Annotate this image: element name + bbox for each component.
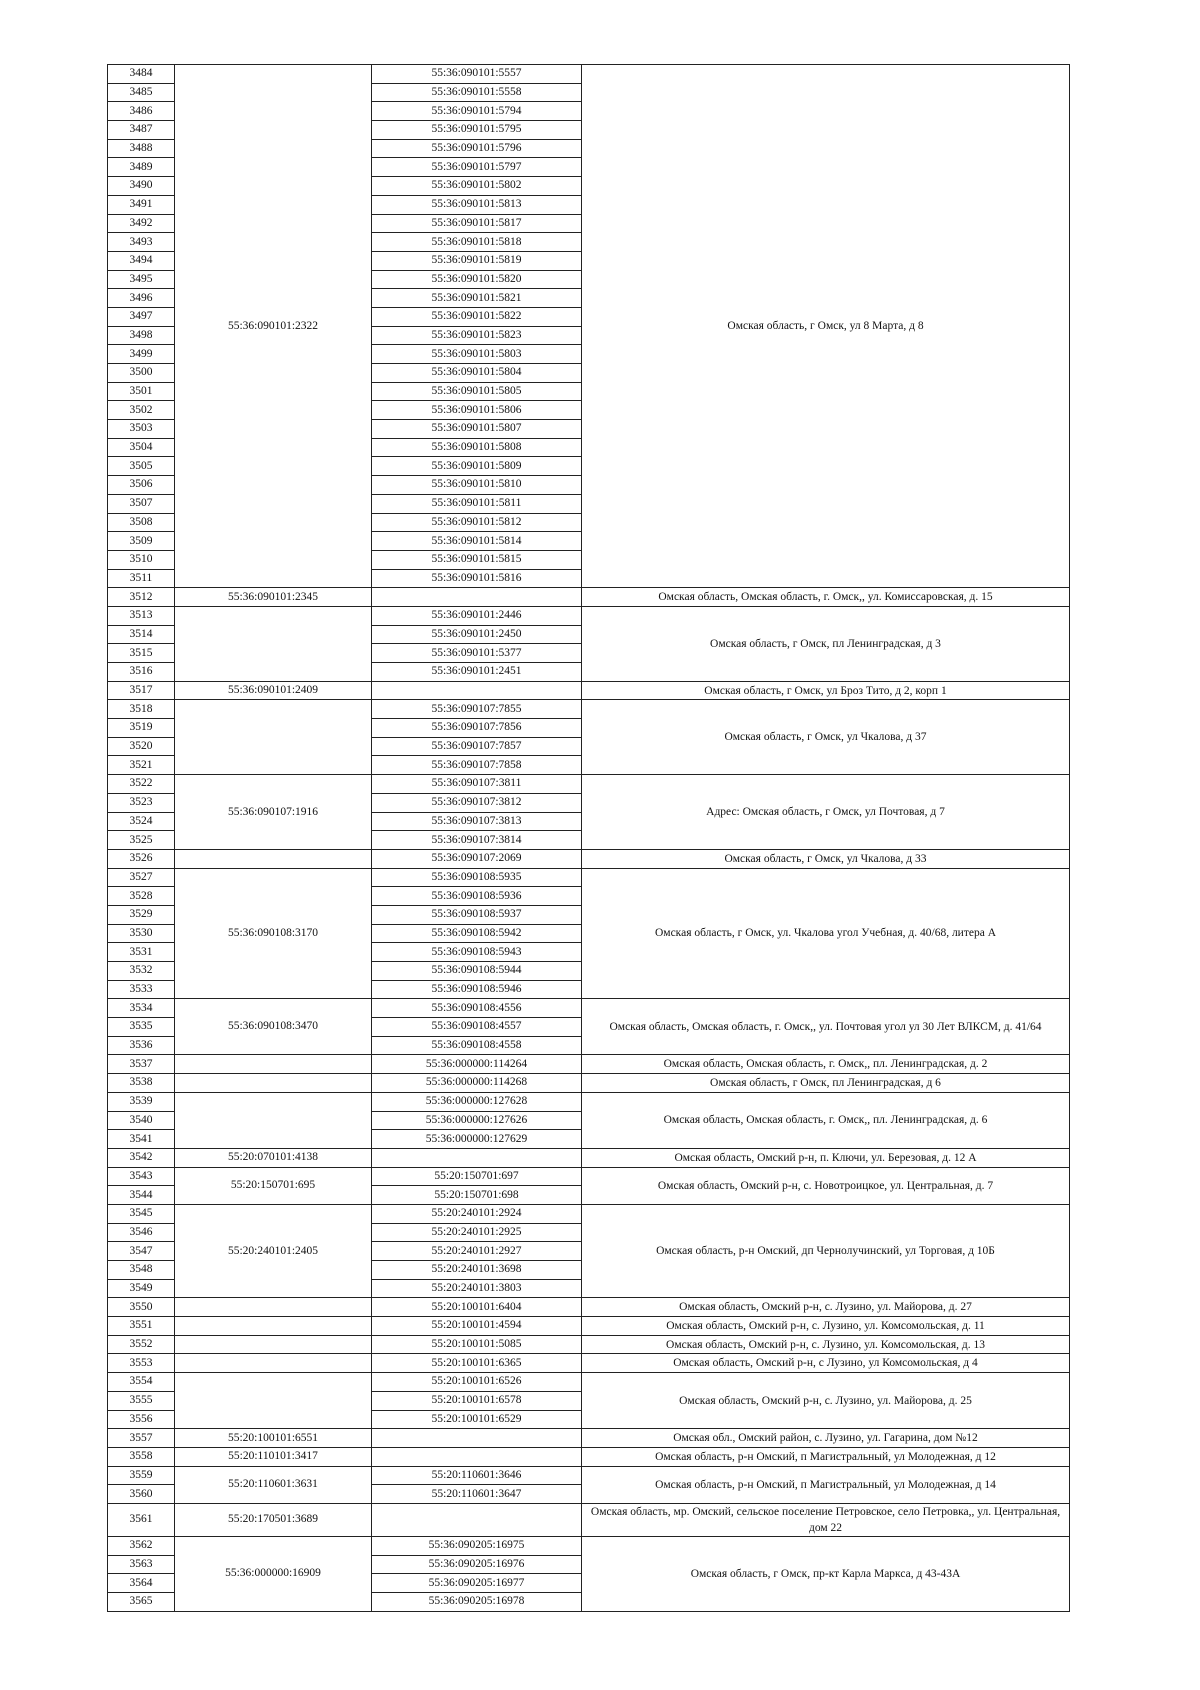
sub-parcel-number: 55:36:090101:5807 bbox=[372, 420, 582, 439]
table-row bbox=[108, 65, 1070, 84]
sub-parcel-number: 55:36:090101:5806 bbox=[372, 401, 582, 420]
row-number: 3506 bbox=[108, 476, 175, 495]
row-number: 3549 bbox=[108, 1279, 175, 1298]
table-row bbox=[108, 999, 1070, 1018]
row-number: 3493 bbox=[108, 233, 175, 252]
sub-parcel-number: 55:36:090205:16977 bbox=[372, 1574, 582, 1593]
sub-parcel-number: 55:36:090107:7857 bbox=[372, 737, 582, 756]
sub-parcel-number: 55:36:090101:5822 bbox=[372, 307, 582, 326]
cadastral-table bbox=[107, 64, 1070, 1612]
table-row bbox=[108, 588, 1070, 607]
parcel-number bbox=[175, 700, 372, 775]
sub-parcel-number: 55:36:090101:5796 bbox=[372, 139, 582, 158]
row-number: 3519 bbox=[108, 719, 175, 738]
sub-parcel-number: 55:36:090205:16976 bbox=[372, 1555, 582, 1574]
sub-parcel-number: 55:36:090107:3814 bbox=[372, 831, 582, 850]
row-number: 3547 bbox=[108, 1242, 175, 1261]
row-number: 3514 bbox=[108, 625, 175, 644]
sub-parcel-number: 55:36:090101:5814 bbox=[372, 532, 582, 551]
row-number: 3502 bbox=[108, 401, 175, 420]
parcel-number: 55:20:070101:4138 bbox=[175, 1148, 372, 1167]
row-number: 3553 bbox=[108, 1354, 175, 1373]
row-number: 3487 bbox=[108, 121, 175, 140]
row-number: 3528 bbox=[108, 887, 175, 906]
row-number: 3488 bbox=[108, 139, 175, 158]
table-row bbox=[108, 1204, 1070, 1223]
sub-parcel-number: 55:36:090101:2446 bbox=[372, 606, 582, 625]
row-number: 3551 bbox=[108, 1317, 175, 1336]
row-number: 3534 bbox=[108, 999, 175, 1018]
row-number: 3530 bbox=[108, 924, 175, 943]
row-number: 3538 bbox=[108, 1074, 175, 1093]
table-row bbox=[108, 1074, 1070, 1093]
sub-parcel-number: 55:36:090101:5818 bbox=[372, 233, 582, 252]
row-number: 3524 bbox=[108, 812, 175, 831]
row-number: 3523 bbox=[108, 793, 175, 812]
sub-parcel-number: 55:36:000000:114264 bbox=[372, 1055, 582, 1074]
sub-parcel-number: 55:36:090107:3811 bbox=[372, 775, 582, 794]
table-row bbox=[108, 1503, 1070, 1536]
sub-parcel-number: 55:36:090101:5805 bbox=[372, 382, 582, 401]
row-number: 3562 bbox=[108, 1536, 175, 1555]
sub-parcel-number: 55:20:100101:4594 bbox=[372, 1317, 582, 1336]
sub-parcel-number: 55:36:090101:5557 bbox=[372, 65, 582, 84]
address: Омская область, Омская область, г. Омск,, пл. Ленинградская, д. 6 bbox=[582, 1092, 1070, 1148]
row-number: 3564 bbox=[108, 1574, 175, 1593]
sub-parcel-number: 55:36:090101:5816 bbox=[372, 569, 582, 588]
parcel-number: 55:36:090101:2322 bbox=[175, 65, 372, 588]
sub-parcel-number: 55:36:090101:5558 bbox=[372, 83, 582, 102]
row-number: 3501 bbox=[108, 382, 175, 401]
row-number: 3496 bbox=[108, 289, 175, 308]
sub-parcel-number: 55:36:090101:5815 bbox=[372, 550, 582, 569]
sub-parcel-number: 55:36:090101:5377 bbox=[372, 644, 582, 663]
sub-parcel-number: 55:36:090205:16975 bbox=[372, 1536, 582, 1555]
row-number: 3532 bbox=[108, 962, 175, 981]
address: Адрес: Омская область, г Омск, ул Почтовая, д 7 bbox=[582, 775, 1070, 850]
row-number: 3540 bbox=[108, 1111, 175, 1130]
sub-parcel-number: 55:36:090101:5808 bbox=[372, 438, 582, 457]
row-number: 3544 bbox=[108, 1186, 175, 1205]
parcel-number: 55:36:000000:16909 bbox=[175, 1536, 372, 1611]
sub-parcel-number: 55:20:100101:6526 bbox=[372, 1373, 582, 1392]
address: Омская область, г Омск, пл Ленинградская, д 3 bbox=[582, 606, 1070, 681]
row-number: 3561 bbox=[108, 1503, 175, 1536]
table-row bbox=[108, 1148, 1070, 1167]
table-row bbox=[108, 849, 1070, 868]
row-number: 3556 bbox=[108, 1410, 175, 1429]
sub-parcel-number bbox=[372, 1429, 582, 1448]
parcel-number: 55:20:170501:3689 bbox=[175, 1503, 372, 1536]
sub-parcel-number: 55:36:090101:5809 bbox=[372, 457, 582, 476]
parcel-number: 55:20:100101:6551 bbox=[175, 1429, 372, 1448]
row-number: 3548 bbox=[108, 1261, 175, 1280]
address: Омская область, Омская область, г. Омск,, ул. Комиссаровская, д. 15 bbox=[582, 588, 1070, 607]
row-number: 3527 bbox=[108, 868, 175, 887]
sub-parcel-number: 55:36:090108:5942 bbox=[372, 924, 582, 943]
parcel-number: 55:36:090101:2345 bbox=[175, 588, 372, 607]
sub-parcel-number: 55:36:090101:5795 bbox=[372, 121, 582, 140]
address: Омская область, Омский р-н, с. Лузино, ул. Майорова, д. 25 bbox=[582, 1373, 1070, 1429]
parcel-number bbox=[175, 1055, 372, 1074]
row-number: 3557 bbox=[108, 1429, 175, 1448]
parcel-number bbox=[175, 1317, 372, 1336]
row-number: 3503 bbox=[108, 420, 175, 439]
sub-parcel-number: 55:36:090101:5819 bbox=[372, 251, 582, 270]
sub-parcel-number: 55:36:090101:5802 bbox=[372, 177, 582, 196]
row-number: 3504 bbox=[108, 438, 175, 457]
sub-parcel-number: 55:20:100101:6529 bbox=[372, 1410, 582, 1429]
parcel-number bbox=[175, 1298, 372, 1317]
cadastral-table-body bbox=[108, 65, 1070, 1612]
row-number: 3559 bbox=[108, 1466, 175, 1485]
row-number: 3511 bbox=[108, 569, 175, 588]
address: Омская область, г Омск, ул Чкалова, д 33 bbox=[582, 849, 1070, 868]
table-row bbox=[108, 700, 1070, 719]
table-row bbox=[108, 1055, 1070, 1074]
table-row bbox=[108, 1335, 1070, 1354]
table-row bbox=[108, 1429, 1070, 1448]
row-number: 3555 bbox=[108, 1391, 175, 1410]
address: Омская область, г Омск, пр-кт Карла Маркса, д 43-43А bbox=[582, 1536, 1070, 1611]
sub-parcel-number: 55:36:090108:5936 bbox=[372, 887, 582, 906]
sub-parcel-number: 55:36:090108:4558 bbox=[372, 1036, 582, 1055]
table-row bbox=[108, 1092, 1070, 1111]
address: Омская область, Омский р-н, с. Лузино, ул. Комсомольская, д. 13 bbox=[582, 1335, 1070, 1354]
row-number: 3554 bbox=[108, 1373, 175, 1392]
sub-parcel-number: 55:36:090107:7856 bbox=[372, 719, 582, 738]
row-number: 3522 bbox=[108, 775, 175, 794]
sub-parcel-number: 55:36:090101:5804 bbox=[372, 364, 582, 383]
sub-parcel-number: 55:36:090101:5810 bbox=[372, 476, 582, 495]
address: Омская область, р-н Омский, п Магистральный, ул Молодежная, д 14 bbox=[582, 1466, 1070, 1503]
address: Омская область, г Омск, ул Чкалова, д 37 bbox=[582, 700, 1070, 775]
row-number: 3537 bbox=[108, 1055, 175, 1074]
sub-parcel-number: 55:36:090108:5937 bbox=[372, 905, 582, 924]
address: Омская область, Омская область, г. Омск,, ул. Почтовая угол ул 30 Лет ВЛКСМ, д. 41/64 bbox=[582, 999, 1070, 1055]
address: Омская область, Омский р-н, с Лузино, ул Комсомольская, д 4 bbox=[582, 1354, 1070, 1373]
row-number: 3552 bbox=[108, 1335, 175, 1354]
sub-parcel-number: 55:36:090101:5797 bbox=[372, 158, 582, 177]
table-row bbox=[108, 1536, 1070, 1555]
sub-parcel-number: 55:20:240101:2924 bbox=[372, 1204, 582, 1223]
parcel-number: 55:36:090101:2409 bbox=[175, 681, 372, 700]
sub-parcel-number: 55:36:090108:5946 bbox=[372, 980, 582, 999]
row-number: 3491 bbox=[108, 195, 175, 214]
sub-parcel-number: 55:36:090101:5803 bbox=[372, 345, 582, 364]
sub-parcel-number: 55:36:090108:5944 bbox=[372, 962, 582, 981]
sub-parcel-number: 55:36:090101:2450 bbox=[372, 625, 582, 644]
table-row bbox=[108, 1447, 1070, 1466]
sub-parcel-number: 55:36:090107:7855 bbox=[372, 700, 582, 719]
table-row bbox=[108, 681, 1070, 700]
row-number: 3509 bbox=[108, 532, 175, 551]
table-row bbox=[108, 606, 1070, 625]
row-number: 3484 bbox=[108, 65, 175, 84]
sub-parcel-number: 55:20:240101:3803 bbox=[372, 1279, 582, 1298]
row-number: 3546 bbox=[108, 1223, 175, 1242]
table-row bbox=[108, 775, 1070, 794]
row-number: 3521 bbox=[108, 756, 175, 775]
parcel-number: 55:20:150701:695 bbox=[175, 1167, 372, 1204]
sub-parcel-number: 55:36:090101:2451 bbox=[372, 663, 582, 682]
sub-parcel-number: 55:36:090205:16978 bbox=[372, 1593, 582, 1612]
sub-parcel-number bbox=[372, 1148, 582, 1167]
sub-parcel-number: 55:20:150701:698 bbox=[372, 1186, 582, 1205]
address: Омская область, г Омск, ул. Чкалова угол Учебная, д. 40/68, литера А bbox=[582, 868, 1070, 999]
row-number: 3518 bbox=[108, 700, 175, 719]
table-row bbox=[108, 1373, 1070, 1392]
row-number: 3516 bbox=[108, 663, 175, 682]
row-number: 3541 bbox=[108, 1130, 175, 1149]
row-number: 3542 bbox=[108, 1148, 175, 1167]
sub-parcel-number: 55:36:090107:2069 bbox=[372, 849, 582, 868]
row-number: 3508 bbox=[108, 513, 175, 532]
row-number: 3560 bbox=[108, 1485, 175, 1504]
parcel-number: 55:20:110101:3417 bbox=[175, 1447, 372, 1466]
row-number: 3520 bbox=[108, 737, 175, 756]
row-number: 3490 bbox=[108, 177, 175, 196]
sub-parcel-number: 55:36:090101:5817 bbox=[372, 214, 582, 233]
row-number: 3543 bbox=[108, 1167, 175, 1186]
table-row bbox=[108, 1354, 1070, 1373]
sub-parcel-number: 55:36:090101:5811 bbox=[372, 494, 582, 513]
sub-parcel-number: 55:20:110601:3646 bbox=[372, 1466, 582, 1485]
sub-parcel-number: 55:36:000000:127628 bbox=[372, 1092, 582, 1111]
sub-parcel-number: 55:20:100101:6365 bbox=[372, 1354, 582, 1373]
sub-parcel-number: 55:36:090101:5813 bbox=[372, 195, 582, 214]
sub-parcel-number: 55:36:090107:3812 bbox=[372, 793, 582, 812]
parcel-number: 55:36:090107:1916 bbox=[175, 775, 372, 850]
row-number: 3495 bbox=[108, 270, 175, 289]
sub-parcel-number: 55:36:000000:114268 bbox=[372, 1074, 582, 1093]
parcel-number: 55:36:090108:3170 bbox=[175, 868, 372, 999]
row-number: 3485 bbox=[108, 83, 175, 102]
row-number: 3497 bbox=[108, 307, 175, 326]
sub-parcel-number: 55:20:240101:2925 bbox=[372, 1223, 582, 1242]
sub-parcel-number bbox=[372, 588, 582, 607]
address: Омская обл., Омский район, с. Лузино, ул. Гагарина, дом №12 bbox=[582, 1429, 1070, 1448]
row-number: 3505 bbox=[108, 457, 175, 476]
row-number: 3565 bbox=[108, 1593, 175, 1612]
row-number: 3498 bbox=[108, 326, 175, 345]
row-number: 3500 bbox=[108, 364, 175, 383]
parcel-number bbox=[175, 606, 372, 681]
row-number: 3507 bbox=[108, 494, 175, 513]
row-number: 3558 bbox=[108, 1447, 175, 1466]
parcel-number bbox=[175, 1354, 372, 1373]
address: Омская область, Омский р-н, с. Новотроицкое, ул. Центральная, д. 7 bbox=[582, 1167, 1070, 1204]
address: Омская область, Омский р-н, с. Лузино, ул. Комсомольская, д. 11 bbox=[582, 1317, 1070, 1336]
sub-parcel-number bbox=[372, 681, 582, 700]
row-number: 3529 bbox=[108, 905, 175, 924]
sub-parcel-number: 55:36:090107:3813 bbox=[372, 812, 582, 831]
parcel-number bbox=[175, 1074, 372, 1093]
parcel-number: 55:20:110601:3631 bbox=[175, 1466, 372, 1503]
sub-parcel-number: 55:36:000000:127629 bbox=[372, 1130, 582, 1149]
sub-parcel-number bbox=[372, 1447, 582, 1466]
table-row bbox=[108, 1167, 1070, 1186]
parcel-number bbox=[175, 1373, 372, 1429]
row-number: 3550 bbox=[108, 1298, 175, 1317]
row-number: 3526 bbox=[108, 849, 175, 868]
sub-parcel-number: 55:20:100101:5085 bbox=[372, 1335, 582, 1354]
table-row bbox=[108, 1466, 1070, 1485]
row-number: 3489 bbox=[108, 158, 175, 177]
row-number: 3492 bbox=[108, 214, 175, 233]
sub-parcel-number: 55:36:000000:127626 bbox=[372, 1111, 582, 1130]
sub-parcel-number: 55:36:090101:5821 bbox=[372, 289, 582, 308]
sub-parcel-number: 55:20:150701:697 bbox=[372, 1167, 582, 1186]
sub-parcel-number: 55:36:090108:4557 bbox=[372, 1018, 582, 1037]
parcel-number bbox=[175, 1335, 372, 1354]
address: Омская область, г Омск, ул 8 Марта, д 8 bbox=[582, 65, 1070, 588]
row-number: 3535 bbox=[108, 1018, 175, 1037]
address: Омская область, Омский р-н, п. Ключи, ул. Березовая, д. 12 А bbox=[582, 1148, 1070, 1167]
sub-parcel-number: 55:20:100101:6404 bbox=[372, 1298, 582, 1317]
table-row bbox=[108, 868, 1070, 887]
sub-parcel-number: 55:36:090107:7858 bbox=[372, 756, 582, 775]
sub-parcel-number: 55:20:100101:6578 bbox=[372, 1391, 582, 1410]
row-number: 3515 bbox=[108, 644, 175, 663]
row-number: 3517 bbox=[108, 681, 175, 700]
address: Омская область, р-н Омский, дп Чернолучинский, ул Торговая, д 10Б bbox=[582, 1204, 1070, 1297]
sub-parcel-number: 55:36:090101:5823 bbox=[372, 326, 582, 345]
parcel-number: 55:20:240101:2405 bbox=[175, 1204, 372, 1297]
sub-parcel-number: 55:20:110601:3647 bbox=[372, 1485, 582, 1504]
row-number: 3525 bbox=[108, 831, 175, 850]
row-number: 3512 bbox=[108, 588, 175, 607]
row-number: 3486 bbox=[108, 102, 175, 121]
parcel-number: 55:36:090108:3470 bbox=[175, 999, 372, 1055]
sub-parcel-number: 55:36:090101:5820 bbox=[372, 270, 582, 289]
address: Омская область, р-н Омский, п Магистральный, ул Молодежная, д 12 bbox=[582, 1447, 1070, 1466]
row-number: 3531 bbox=[108, 943, 175, 962]
parcel-number bbox=[175, 1092, 372, 1148]
sub-parcel-number: 55:36:090101:5812 bbox=[372, 513, 582, 532]
address: Омская область, Омский р-н, с. Лузино, ул. Майорова, д. 27 bbox=[582, 1298, 1070, 1317]
address: Омская область, г Омск, пл Ленинградская, д 6 bbox=[582, 1074, 1070, 1093]
row-number: 3494 bbox=[108, 251, 175, 270]
row-number: 3499 bbox=[108, 345, 175, 364]
parcel-number bbox=[175, 849, 372, 868]
row-number: 3533 bbox=[108, 980, 175, 999]
address: Омская область, г Омск, ул Броз Тито, д 2, корп 1 bbox=[582, 681, 1070, 700]
sub-parcel-number: 55:36:090108:5935 bbox=[372, 868, 582, 887]
row-number: 3510 bbox=[108, 550, 175, 569]
row-number: 3513 bbox=[108, 606, 175, 625]
row-number: 3539 bbox=[108, 1092, 175, 1111]
table-row bbox=[108, 1317, 1070, 1336]
row-number: 3563 bbox=[108, 1555, 175, 1574]
table-row bbox=[108, 1298, 1070, 1317]
sub-parcel-number: 55:36:090108:5943 bbox=[372, 943, 582, 962]
sub-parcel-number: 55:20:240101:2927 bbox=[372, 1242, 582, 1261]
sub-parcel-number: 55:36:090108:4556 bbox=[372, 999, 582, 1018]
address: Омская область, мр. Омский, сельское поселение Петровское, село Петровка,, ул. Центральная, дом 22 bbox=[582, 1503, 1070, 1536]
row-number: 3545 bbox=[108, 1204, 175, 1223]
sub-parcel-number bbox=[372, 1503, 582, 1536]
sub-parcel-number: 55:36:090101:5794 bbox=[372, 102, 582, 121]
sub-parcel-number: 55:20:240101:3698 bbox=[372, 1261, 582, 1280]
row-number: 3536 bbox=[108, 1036, 175, 1055]
address: Омская область, Омская область, г. Омск,, пл. Ленинградская, д. 2 bbox=[582, 1055, 1070, 1074]
